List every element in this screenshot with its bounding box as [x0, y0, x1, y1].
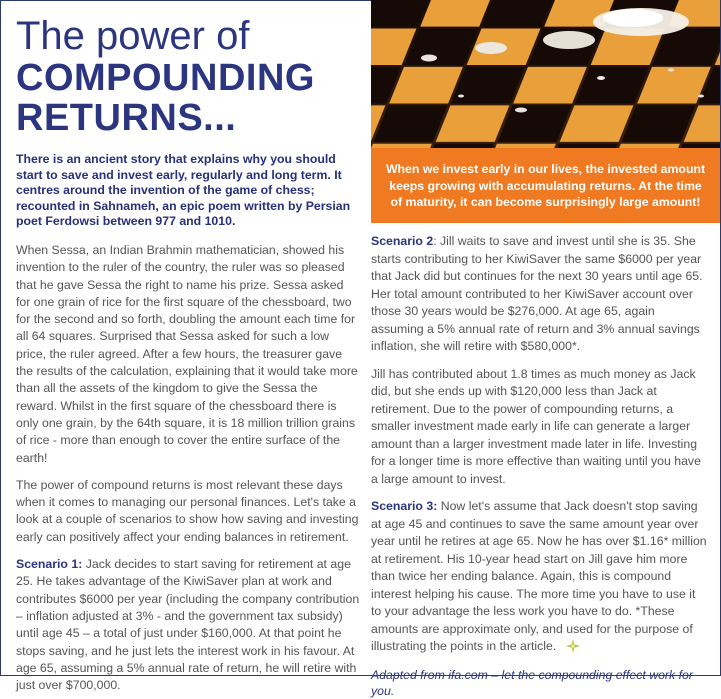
intro-paragraph: There is an ancient story that explains why you should start to save and invest early, regularly and long term. It centres around the invention of the game of chess; recounted in Sahnameh, an epic poem written by Persian poet Ferdowsi between 977 and 1010. — [16, 152, 351, 229]
title-line-3: RETURNS... — [16, 97, 237, 139]
scenario-2-followup: Jill has contributed about 1.8 times as much money as Jack did, but she ends up with $120,000 less than Jack at retirement. Due to the power of compounding returns, a smaller investment made early in life can generate a larger amount than a larger investment made later in life. Investing for a longer time is more effective than waiting until you have a large amount to invest. — [371, 366, 701, 486]
scenario-1-paragraph — [16, 556, 361, 694]
callout-box: When we invest early in our lives, the invested amount keeps growing with accumulating returns. At the time of maturity, it can become surprisingly large amount! — [371, 148, 720, 223]
left-column — [16, 14, 361, 694]
scenario-2-text: : Jill waits to save and invest until she is 35. She starts contributing to her KiwiSaver the same $6000 per year that Jack did but continues for the next 30 years until age 65. Her total amount contributed to her KiwiSaver account over those 30 years would be $276,000. At age 65, again assuming a 5% annual rate of return and 3% annual savings inflation, she will retire with $580,000*. — [371, 234, 703, 353]
title-line-1: The power of — [16, 14, 250, 58]
scenario-3-label: Scenario 3: — [371, 499, 438, 513]
story-paragraph-1: When Sessa, an Indian Brahmin mathematician, showed his invention to the ruler of the country, the ruler was so pleased that he gave Sessa the right to name his prize. Sessa asked for one grain of rice for the first square of the chessboard, two for the second and so forth, doubling the amount each time for all 64 squares. Surprised that Sessa asked for such a low price, the ruler agreed. After a few hours, the treasurer gave the results of the calculation, explaining that it would take more than all the assets of the kingdom to give the Sessa the reward. Whilst in the first square of the chessboard there is only one grain, by the 64th square, it is 18 million trillion grains of rice - more than enough to cover the entire surface of the earth! — [16, 242, 358, 465]
chessboard-rice-photo — [371, 0, 720, 148]
scenario-1-label: Scenario 1: — [16, 557, 83, 572]
scenario-2-label: Scenario 2 — [371, 234, 434, 248]
scenario-3-paragraph — [371, 498, 709, 659]
title-line-2: COMPOUNDING — [16, 57, 315, 99]
story-paragraph-2: The power of compound returns is most relevant these days when it comes to managing our personal finances. Let's take a look at a couple of scenarios to show how saving and investing early can positively affect your ending balances in retirement. — [16, 477, 359, 544]
star-icon — [566, 639, 580, 659]
scenario-3-text: Now let's assume that Jack doesn't stop saving at age 45 and continues to save the same amount year over year until he retires at age 65. Now he has over $1.16* million at retirement. His 10-year head start on Jill gave him more than twice her ending balance. Again, this is compound interest helping his cause. The more time you have to use it to your advantage the less work you have to do. *These amounts are approximate only, and used for the purpose of illustrating the points in the article. — [371, 499, 707, 653]
scenario-2-paragraph — [371, 233, 709, 356]
scenario-1-text: Jack decides to start saving for retirement at age 25. He takes advantage of the KiwiSaver plan at work and contributes $6000 per year (including the company contribution – inflation adjusted at 3% - and the government tax subsidy) until age 45 – a total of just under $160,000. At that point he stops saving, and he just lets the interest work in his favour. At age 65, assuming a 5% annual rate of return, he will retire with just over $700,000. — [16, 557, 360, 693]
source-credit: Adapted from ifa.com – let the compounding effect work for you. — [371, 667, 693, 698]
right-column — [371, 233, 709, 699]
